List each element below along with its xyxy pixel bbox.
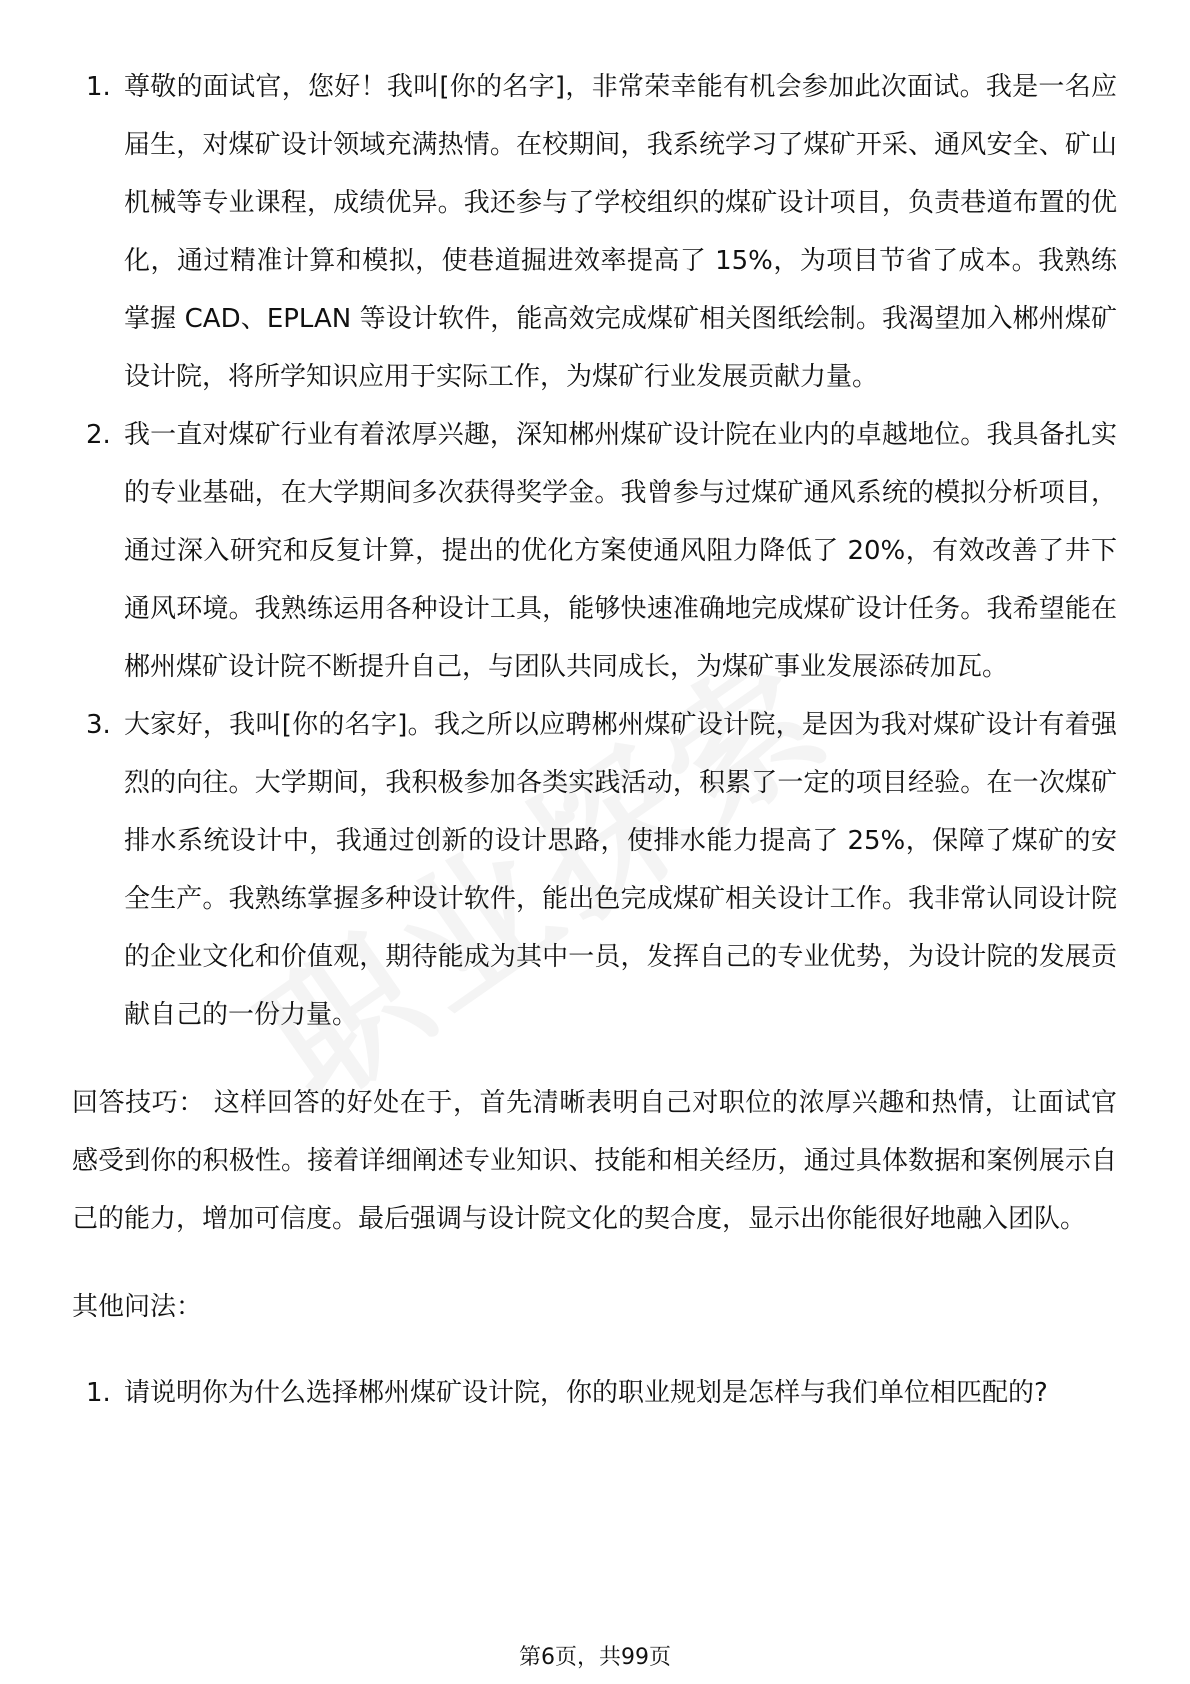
page-content (72, 58, 1117, 1422)
answer-text: 我一直对煤矿行业有着浓厚兴趣，深知郴州煤矿设计院在业内的卓越地位。我具备扎实的专业基础，在大学期间多次获得奖学金。我曾参与过煤矿通风系统的模拟分析项目，通过深入研究和反复计算，提出的优化方案使通风阻力降低了 20%，有效改善了井下通风环境。我熟练运用各种设计工具，能够快速准确地完成煤矿设计任务。我希望能在郴州煤矿设计院不断提升自己，与团队共同成长，为煤矿事业发展添砖加瓦。 (124, 420, 1117, 682)
other-questions-list (72, 1364, 1117, 1422)
list-item (72, 406, 1117, 696)
list-item (72, 58, 1117, 406)
list-number: 2. (86, 420, 111, 450)
list-number: 3. (86, 710, 111, 740)
answer-text: 尊敬的面试官，您好！我叫[你的名字]，非常荣幸能有机会参加此次面试。我是一名应届生，对煤矿设计领域充满热情。在校期间，我系统学习了煤矿开采、通风安全、矿山机械等专业课程，成绩优异。我还参与了学校组织的煤矿设计项目，负责巷道布置的优化，通过精准计算和模拟，使巷道掘进效率提高了 15%，为项目节省了成本。我熟练掌握 CAD、EPLAN 等设计软件，能高效完成煤矿相关图纸绘制。我渴望加入郴州煤矿设计院，将所学知识应用于实际工作，为煤矿行业发展贡献力量。 (124, 72, 1117, 392)
list-number: 1. (86, 72, 111, 102)
list-item (72, 1364, 1117, 1422)
answer-text: 大家好，我叫[你的名字]。我之所以应聘郴州煤矿设计院，是因为我对煤矿设计有着强烈的向往。大学期间，我积极参加各类实践活动，积累了一定的项目经验。在一次煤矿排水系统设计中，我通过创新的设计思路，使排水能力提高了 25%，保障了煤矿的安全生产。我熟练掌握多种设计软件，能出色完成煤矿相关设计工作。我非常认同设计院的企业文化和价值观，期待能成为其中一员，发挥自己的专业优势，为设计院的发展贡献自己的一份力量。 (124, 710, 1117, 1030)
answer-tips: 回答技巧： 这样回答的好处在于，首先清晰表明自己对职位的浓厚兴趣和热情，让面试官感受到你的积极性。接着详细阐述专业知识、技能和相关经历，通过具体数据和案例展示自己的能力，增加可信度。最后强调与设计院文化的契合度，显示出你能很好地融入团队。 (72, 1088, 1117, 1234)
other-questions-heading: 其他问法： (72, 1292, 203, 1322)
question-text: 请说明你为什么选择郴州煤矿设计院，你的职业规划是怎样与我们单位相匹配的? (124, 1378, 1048, 1408)
page-footer: 第6页，共99页 (519, 1645, 671, 1670)
answer-list (72, 58, 1117, 1044)
list-item (72, 696, 1117, 1044)
list-number: 1. (86, 1378, 111, 1408)
